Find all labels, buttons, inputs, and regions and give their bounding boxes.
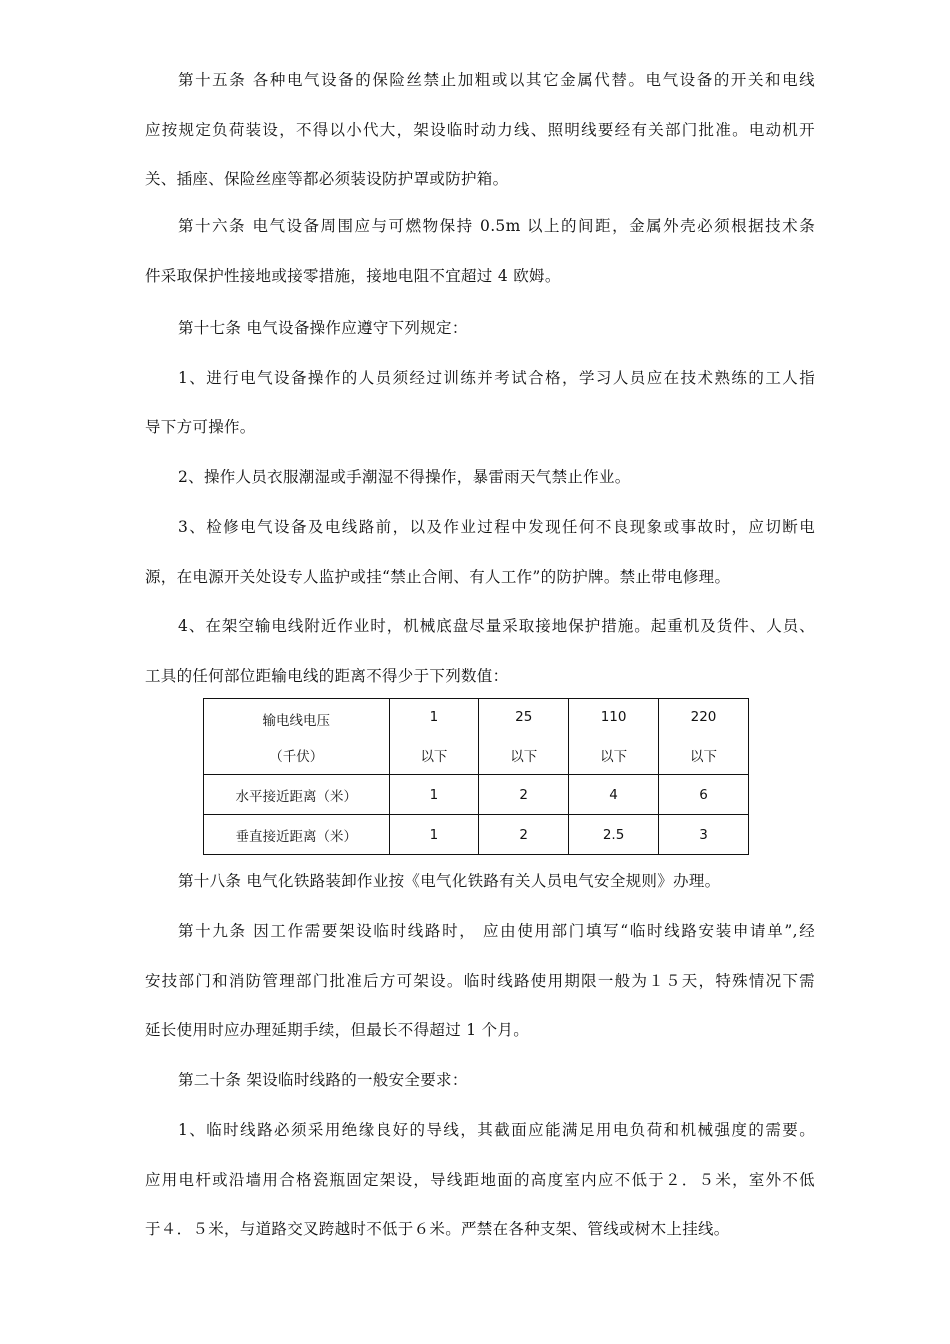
voltage-suffix: 以下 [690, 748, 718, 765]
row-label: 水平接近距离（米） [204, 775, 390, 815]
voltage-value: 25 [515, 708, 533, 725]
article-19-line-1: 第十九条 因工作需要架设临时线路时， 应由使用部门填写“临时线路安装申请单”,经 [178, 922, 815, 940]
voltage-header-cell [204, 699, 390, 775]
article-17-item-4-line-1: 4、在架空输电线附近作业时，机械底盘尽量采取接地保护措施。起重机及货件、人员、 [178, 617, 815, 635]
table-header-row [204, 699, 749, 775]
voltage-column-3 [569, 699, 659, 775]
article-17-item-1-line-2: 导下方可操作。 [145, 418, 256, 436]
article-20-item-1-line-1: 1、临时线路必须采用绝缘良好的导线，其截面应能满足用电负荷和机械强度的需要。 [178, 1121, 815, 1139]
voltage-column-1 [389, 699, 479, 775]
table-row-horizontal [204, 775, 749, 815]
article-19-line-3: 延长使用时应办理延期手续，但最长不得超过 1 个月。 [145, 1021, 530, 1039]
article-19-line-2: 安技部门和消防管理部门批准后方可架设。临时线路使用期限一般为１５天，特殊情况下需 [145, 972, 815, 990]
voltage-value: 110 [600, 708, 627, 725]
table-cell: 4 [569, 775, 659, 815]
article-16-line-1: 第十六条 电气设备周围应与可燃物保持 0.5m 以上的间距，金属外壳必须根据技术条 [178, 217, 815, 235]
article-20-item-1-line-2: 应用电杆或沿墙用合格瓷瓶固定架设，导线距地面的高度室内应不低于２．５米，室外不低 [145, 1171, 815, 1189]
voltage-header-label: 输电线电压 [262, 712, 331, 729]
article-15-line-3: 关、插座、保险丝座等都必须装设防护罩或防护箱。 [145, 170, 509, 188]
article-17-item-2: 2、操作人员衣服潮湿或手潮湿不得操作，暴雷雨天气禁止作业。 [178, 468, 631, 486]
table-row-vertical [204, 815, 749, 855]
safety-distance-table [203, 698, 749, 855]
table-cell: 1 [389, 775, 479, 815]
voltage-suffix: 以下 [420, 748, 448, 765]
voltage-column-2 [479, 699, 569, 775]
article-17-item-4-line-2: 工具的任何部位距输电线的距离不得少于下列数值： [145, 667, 509, 685]
article-20-heading: 第二十条 架设临时线路的一般安全要求： [178, 1071, 468, 1089]
voltage-column-4 [659, 699, 749, 775]
article-20-item-1-line-3: 于４．５米，与道路交叉跨越时不低于６米。严禁在各种支架、管线或树木上挂线。 [145, 1220, 730, 1238]
article-17-item-3-line-1: 3、检修电气设备及电线路前，以及作业过程中发现任何不良现象或事故时，应切断电 [178, 518, 815, 536]
article-16-line-2: 件采取保护性接地或接零措施，接地电阻不宜超过 4 欧姆。 [145, 267, 561, 285]
article-15-line-2: 应按规定负荷装设，不得以小代大，架设临时动力线、照明线要经有关部门批准。电动机开 [145, 121, 815, 139]
table-cell: 3 [659, 815, 749, 855]
article-18-line-1: 第十八条 电气化铁路装卸作业按《电气化铁路有关人员电气安全规则》办理。 [178, 872, 721, 890]
voltage-value: 220 [690, 708, 717, 725]
row-label: 垂直接近距离（米） [204, 815, 390, 855]
voltage-suffix: 以下 [510, 748, 538, 765]
table-cell: 2 [479, 815, 569, 855]
voltage-suffix: 以下 [600, 748, 628, 765]
article-17-item-3-line-2: 源，在电源开关处设专人监护或挂“禁止合闸、有人工作”的防护牌。禁止带电修理。 [145, 568, 731, 586]
table-cell: 2 [479, 775, 569, 815]
article-17-item-1-line-1: 1、进行电气设备操作的人员须经过训练并考试合格，学习人员应在技术熟练的工人指 [178, 369, 815, 387]
table-cell: 2.5 [569, 815, 659, 855]
table-cell: 6 [659, 775, 749, 815]
article-15-line-1: 第十五条 各种电气设备的保险丝禁止加粗或以其它金属代替。电气设备的开关和电线 [178, 71, 815, 89]
voltage-header-unit: （千伏） [269, 748, 324, 765]
article-17-heading: 第十七条 电气设备操作应遵守下列规定： [178, 319, 468, 337]
voltage-value: 1 [429, 708, 439, 725]
table-cell: 1 [389, 815, 479, 855]
